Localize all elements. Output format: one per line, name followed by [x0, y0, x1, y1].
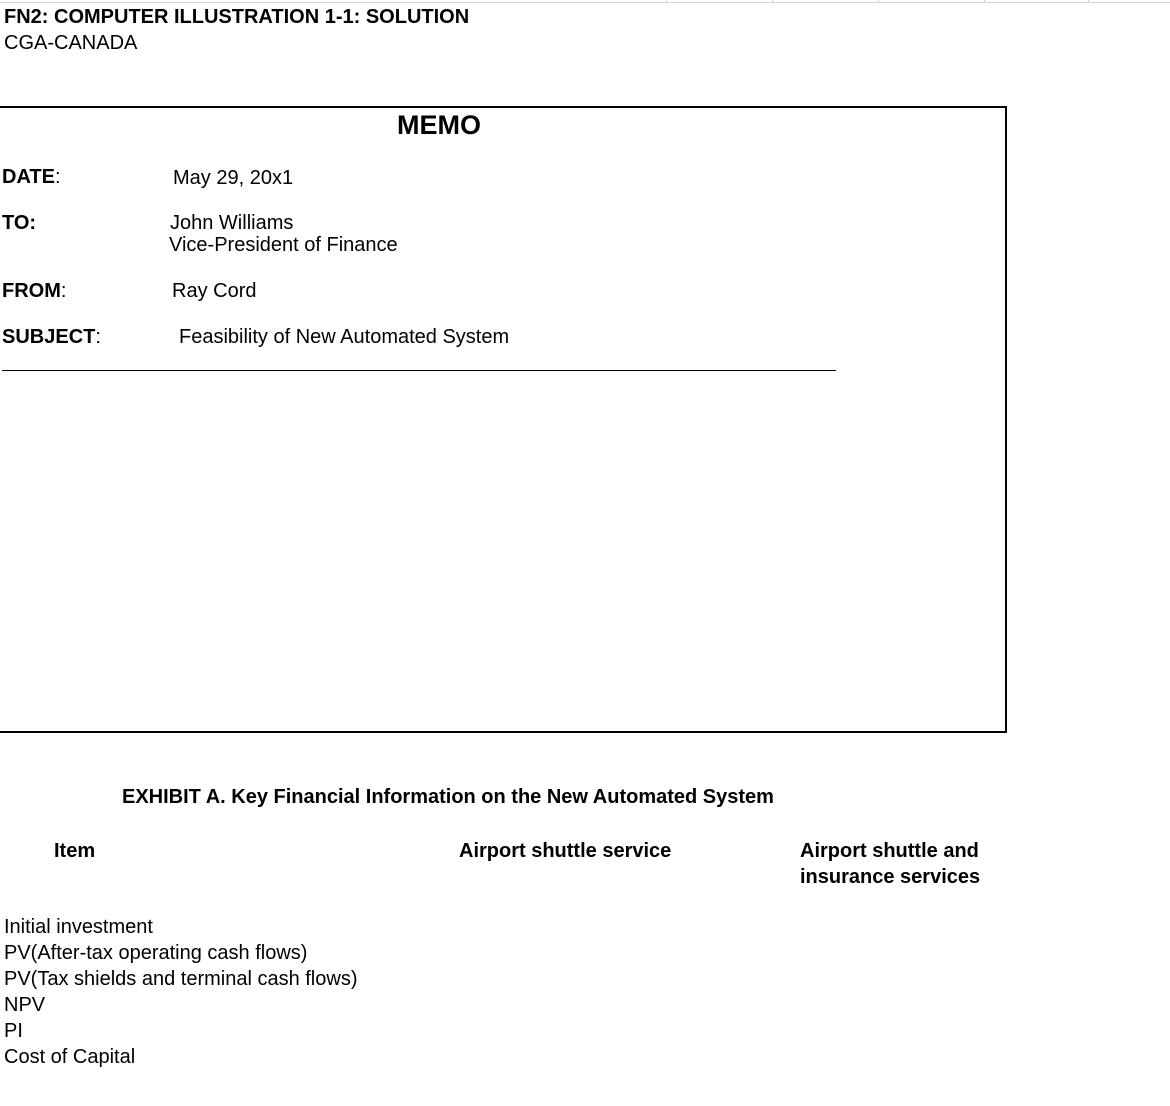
subject-value: Feasibility of New Automated System: [179, 326, 510, 348]
row-label-cost-of-capital: Cost of Capital: [4, 1046, 136, 1068]
memo-heading: MEMO: [397, 110, 481, 140]
exhibit-title: EXHIBIT A. Key Financial Information on the New Automated System: [122, 786, 774, 808]
column-divider: [772, 0, 773, 3]
document-title: FN2: COMPUTER ILLUSTRATION 1-1: SOLUTION: [4, 6, 470, 28]
date-label-colon: :: [54, 166, 61, 188]
date-value: May 29, 20x1: [173, 167, 294, 189]
column-header-shuttle: Airport shuttle service: [459, 840, 672, 862]
from-label-colon: :: [60, 280, 67, 302]
column-divider: [878, 0, 879, 3]
to-title: Vice-President of Finance: [169, 234, 398, 256]
from-label: [2, 280, 66, 303]
column-divider: [666, 0, 667, 3]
from-value: Ray Cord: [172, 280, 257, 302]
column-divider: [984, 0, 985, 3]
subject-label: [2, 326, 101, 349]
row-label-pv-operating-cash-flows: PV(After-tax operating cash flows): [4, 942, 308, 964]
date-label: [2, 166, 61, 189]
sheet-top-gridline: [0, 2, 1170, 3]
to-label-text: TO:: [2, 212, 37, 234]
from-label-text: FROM: [2, 280, 61, 302]
memo-box: [0, 106, 1007, 733]
row-label-npv: NPV: [4, 994, 46, 1016]
organization-name: CGA-CANADA: [4, 32, 138, 54]
subject-label-colon: :: [95, 326, 101, 348]
row-label-pv-tax-shields: PV(Tax shields and terminal cash flows): [4, 968, 358, 990]
row-label-pi: PI: [4, 1020, 23, 1042]
column-divider: [1088, 0, 1089, 3]
memo-divider-line: [2, 370, 836, 371]
column-header-shuttle-insurance: Airport shuttle and insurance services: [800, 840, 981, 888]
to-label: [2, 212, 36, 235]
row-label-initial-investment: Initial investment: [4, 916, 153, 938]
subject-label-text: SUBJECT: [2, 326, 96, 348]
column-header-item: Item: [54, 840, 96, 862]
date-label-text: DATE: [2, 166, 55, 188]
to-name: John Williams: [170, 212, 294, 234]
